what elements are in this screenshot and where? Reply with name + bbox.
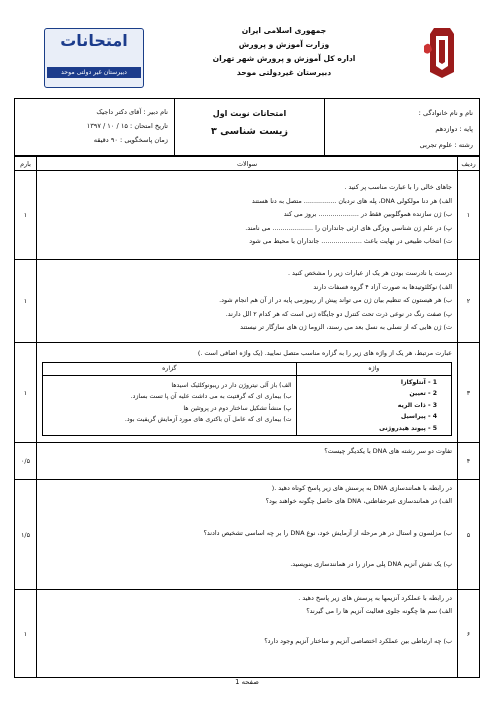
words-column-header: واژه [296, 362, 451, 375]
question-line: جاهای خالی را با عبارت مناسب پر کنید . [344, 183, 452, 192]
word-item: 5 - پیوند هیدروژنی [379, 424, 437, 432]
statement-item: الف) باز آلی نیتروژن دار در ریبونوکلئیک اسیدها [171, 381, 292, 389]
question-row [15, 260, 480, 343]
statements-column-header: گزاره [43, 362, 297, 375]
page-number: صفحه 1 [235, 678, 259, 686]
logo-title: امتحانات [60, 31, 128, 50]
question-line: در رابطه با همانندسازی DNA به پرسش های زیر پاسخ کوتاه دهید .( [271, 484, 452, 492]
date-label: تاریخ امتحان : ۱۵ / ۱۰ / ۱۳۹۷ [86, 122, 168, 130]
statement-item: ت) بیماری ای که عامل آن باکتری های مورد آزمایش گریفیت بود. [124, 416, 292, 424]
teacher-label: نام دبیر : آقای دکتر داجیک [96, 108, 168, 116]
exam-meta [15, 99, 174, 155]
school-logo [44, 28, 144, 88]
question-line: تفاوت دو سر رشته های DNA با یکدیگر چیست؟ [324, 447, 452, 455]
question-row [15, 343, 480, 443]
word-item: 3 - ذات الریه [397, 401, 437, 409]
question-number: ۵ [458, 480, 480, 590]
question-row [15, 480, 480, 590]
question-line: ب) مزلسون و استال در هر مرحله از آزمایش خود، نوع DNA را بر چه اساسی تشخیص دادند؟ [203, 528, 452, 537]
question-line: عبارت مرتبط، هر یک از واژه های زیر را به گزاره مناسب متصل نمایید. (یک واژه اضافی است .) [197, 348, 452, 357]
exam-header [14, 14, 480, 98]
logo-subtitle: دبیرستان غیر دولتی موحد [47, 67, 141, 78]
question-score: ۰/۵ [15, 443, 37, 480]
question-line: الف) در همانندسازی غیرحفاظتی، DNA های حاصل چگونه خواهند بود؟ [265, 497, 452, 506]
question-line: ب) چه ارتباطی بین عملکرد اختصاصی آنزیم و ساختار آنزیم وجود دارد؟ [264, 636, 452, 645]
duration-label: زمان پاسخگویی : ۹۰ دقیقه [93, 136, 168, 144]
question-line: ت) انتخاب طبیعی در نهایت باعث .................... جانداران با محیط می شود [249, 237, 452, 246]
words-list [296, 375, 451, 436]
question-line: الف) نوکلئوتیدها به صورت آزاد ۴ گروه فسفات دارند [313, 282, 452, 291]
question-score: ۱ [15, 590, 37, 678]
exam-title: امتحانات نوبت اول [212, 109, 287, 118]
header-line-1: جمهوری اسلامی ایران [241, 26, 327, 35]
statement-item: پ) منشأ تشکیل ساختار دوم در پروتئین ها [183, 404, 292, 412]
header-questions: سوالات [37, 157, 458, 171]
header-line-2: وزارت آموزش و پرورش [238, 40, 330, 49]
student-info [324, 99, 479, 155]
question-line: الف) سم ها چگونه جلوی فعالیت آنزیم ها را می گیرند؟ [306, 607, 452, 616]
question-line: پ) در علم ژن شناسی ویژگی های ارثی جانداران را .................... می نامند. [245, 223, 452, 232]
question-score: ۱/۵ [15, 480, 37, 590]
question-number: ۱ [458, 171, 480, 260]
question-body [37, 343, 458, 443]
question-row [15, 590, 480, 678]
matching-table [42, 362, 452, 437]
question-number: ۲ [458, 260, 480, 343]
question-line: ت) ژن هایی که از نسلی به نسل بعد می رسند، الزوما ژن های سازگار تر نیستند [240, 323, 452, 332]
question-line: ب) هر هیستون که تنظیم بیان ژن می تواند پیش از ریبوزمی پایه در از آن هم انجام شود. [219, 296, 452, 305]
question-line: در رابطه با عملکرد آنزیمها به پرسش های زیر پاسخ دهید . [298, 594, 452, 602]
header-line-4: دبیرستان غیردولتی موحد [236, 68, 332, 77]
question-score: ۱ [15, 260, 37, 343]
questions-table [14, 156, 480, 678]
exam-title-cell [174, 99, 324, 155]
question-body [37, 171, 458, 260]
question-number: ۴ [458, 443, 480, 480]
question-body [37, 590, 458, 678]
question-number: ۶ [458, 590, 480, 678]
question-line: الف) هر دنا مولکولی DNA، پله های نردبان ................ متصل به دنا هستند [251, 196, 452, 205]
question-line: پ) یک نقش آنزیم DNA پلی مراز را در همانندسازی بنویسید. [290, 560, 452, 569]
question-number: ۳ [458, 343, 480, 443]
question-score: ۱ [15, 171, 37, 260]
field-label: رشته : علوم تجربی [419, 141, 473, 149]
statements-list [43, 375, 297, 436]
name-label: نام و نام خانوادگی : [418, 109, 473, 117]
question-body [37, 260, 458, 343]
word-item: 1 - آنتلوکازا [400, 378, 437, 386]
exam-info-box [14, 98, 480, 156]
word-item: 2 - تعیین [409, 390, 437, 398]
question-line [42, 540, 452, 558]
question-score: ۱ [15, 343, 37, 443]
table-header-row [15, 157, 480, 171]
header-num: ردیف [458, 157, 480, 171]
question-line [42, 509, 452, 527]
question-body [37, 443, 458, 480]
question-row [15, 443, 480, 480]
question-body [37, 480, 458, 590]
question-line: درست یا نادرست بودن هر یک از عبارات زیر را مشخص کنید . [287, 269, 452, 278]
header-line-3: اداره کل آموزش و پرورش شهر تهران [212, 54, 356, 63]
exam-page [14, 14, 480, 684]
question-line [42, 619, 452, 635]
word-item: 4 - پیراسیل [400, 413, 437, 421]
statement-item: ب) بیماری ای که گرفتیت به می داشت علیه آن پا تست بسازد. [130, 393, 292, 401]
question-row [15, 171, 480, 260]
question-line: پ) صفت رنگ در نوعی ذرت تحت کنترل دو جایگاه ژنی است که هر کدام ۲ الل دارند. [225, 309, 452, 318]
emblem-icon [420, 26, 462, 80]
header-score: بارم [15, 157, 37, 171]
grade-label: پایه : دوازدهم [435, 125, 473, 133]
exam-subject: زیست شناسی ۳ [211, 126, 288, 137]
header-titles [164, 24, 404, 80]
question-line: ب) ژن سازنده هموگلوبین فقط در .................... بروز می کند [283, 210, 452, 219]
